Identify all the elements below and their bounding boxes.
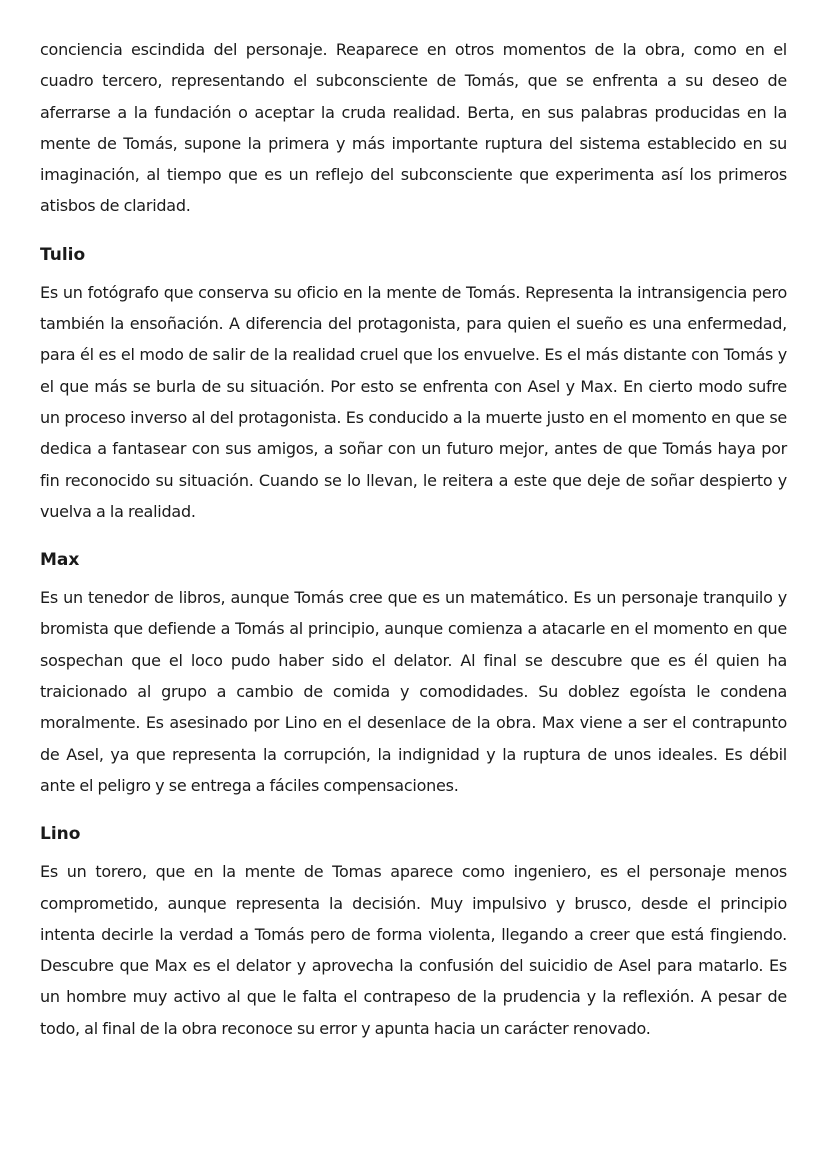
section-heading-lino: Lino [40,824,81,845]
section-body-tulio: Es un fotógrafo que conserva su oficio en la mente de Tomás. Representa la intransigencia pero también la ensoñación. A diferencia del protagonista, para quien el sueño es una enfermedad, para él es el modo de salir de la realidad cruel que los envuelve. Es el más distante con Tomás y el que más se burla de su situación. Por esto se enfrenta con Asel y Max. En cierto modo sufre un proceso inverso al del protagonista. Es conducido a la muerte justo en el momento en que se dedica a fantasear con sus amigos, a soñar con un futuro mejor, antes de que Tomás haya por fin reconocido su situación. Cuando se lo llevan, le reitera a este que deje de soñar despierto y vuelva a la realidad. [40,282,787,521]
document-page [40,34,787,1044]
section-body-lino: Es un torero, que en la mente de Tomas aparece como ingeniero, es el personaje menos comprometido, aunque representa la decisión. Muy impulsivo y brusco, desde el principio intenta decirle la verdad a Tomás pero de forma violenta, llegando a creer que está fingiendo. Descubre que Max es el delator y aprovecha la confusión del suicidio de Asel para matarlo. Es un hombre muy activo al que le falta el contrapeso de la prudencia y la reflexión. A pesar de todo, al final de la obra reconoce su error y apunta hacia un carácter renovado. [40,862,787,1038]
section-body-max: Es un tenedor de libros, aunque Tomás cree que es un matemático. Es un personaje tranquilo y bromista que defiende a Tomás al principio, aunque comienza a atacarle en el momento en que sospechan que el loco pudo haber sido el delator. Al final se descubre que es él quien ha traicionado al grupo a cambio de comida y comodidades. Su doblez egoísta le condena moralmente. Es asesinado por Lino en el desenlace de la obra. Max viene a ser el contrapunto de Asel, ya que representa la corrupción, la indignidad y la ruptura de unos ideales. Es débil ante el peligro y se entrega a fáciles compensaciones. [40,588,787,795]
intro-paragraph: conciencia escindida del personaje. Reaparece en otros momentos de la obra, como en el cuadro tercero, representando el subconsciente de Tomás, que se enfrenta a su deseo de aferrarse a la fundación o aceptar la cruda realidad. Berta, en sus palabras producidas en la mente de Tomás, supone la primera y más importante ruptura del sistema establecido en su imaginación, al tiempo que es un reflejo del subconsciente que experimenta así los primeros atisbos de claridad. [40,40,787,216]
section-heading-max: Max [40,550,80,571]
section-heading-tulio: Tulio [40,244,86,265]
